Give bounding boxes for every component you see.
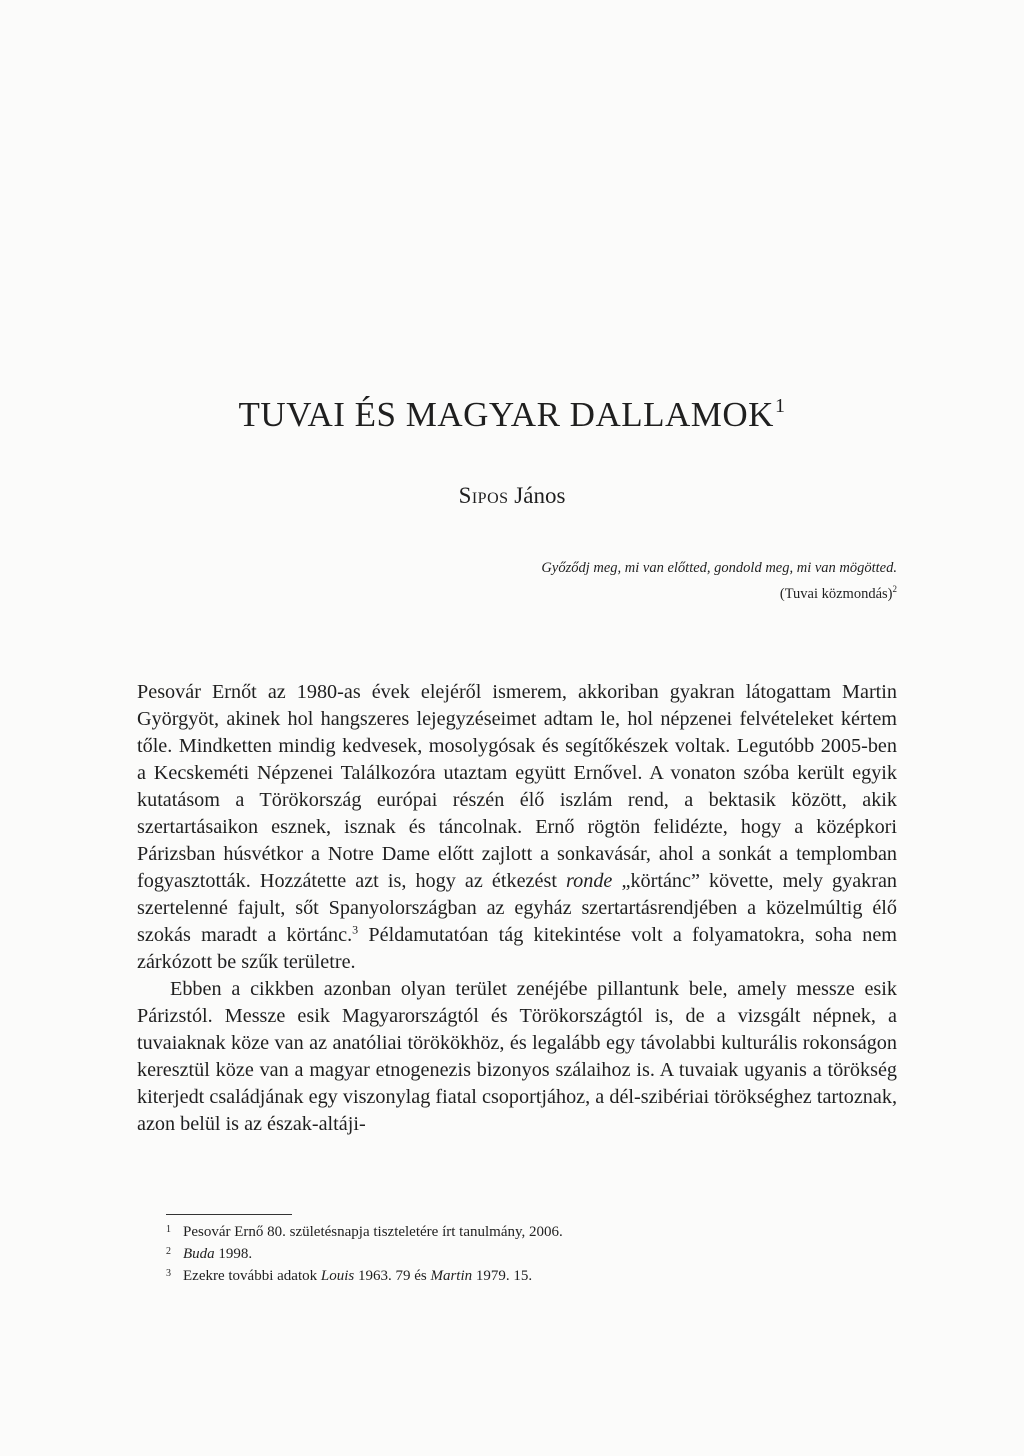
footnote-italic-1: Louis xyxy=(320,1268,355,1284)
footnote-text: 1998. xyxy=(218,1246,253,1262)
footnote-text-mid: 1963. 79 és xyxy=(357,1268,427,1284)
paragraph-1-part-a: Pesovár Ernőt az 1980-as évek elejéről ismerem, akkoriban gyakran látogattam Martin Györgyöt, akinek hol hangszeres lejegyzéseimet adtam le, hol népzenei felvételeket kértem tőle. Mindketten mindig kedvesek, mosolygósak és segítőkészek voltak. Legutóbb 2005-ben a Kecskeméti Népzenei Találkozóra utaztam együtt Ernővel. A vonaton szóba került egyik kutatásom a Törökország európai részén élő iszlám rend, a bektasik között, akik szertartásaikon esznek, isznak és táncolnak. Ernő rögtön felidézte, hogy a középkori Párizsban húsvétkor a Notre Dame előtt zajlott a sonkavásár, ahol a sonkát a templomban fogyasztották. Hozzátette azt is, hogy az étkezést xyxy=(137,681,897,892)
author-given-name: János xyxy=(514,483,566,508)
paragraph-1 xyxy=(137,679,897,976)
footnote-text-pre: Ezekre további adatok xyxy=(183,1268,318,1284)
footnote-2 xyxy=(166,1242,866,1264)
footnote-number: 3 xyxy=(166,1268,171,1279)
epigraph xyxy=(541,558,897,605)
footnote-ref-3: 3 xyxy=(352,922,359,937)
footnote-text-post: 1979. 15. xyxy=(475,1268,533,1284)
epigraph-source: (Tuvai közmondás) xyxy=(779,585,893,602)
article-title xyxy=(0,395,1024,435)
footnote-number: 1 xyxy=(166,1224,171,1235)
footnote-separator xyxy=(166,1214,292,1215)
paragraph-2: Ebben a cikkben azonban olyan terület zenéjébe pillantunk bele, amely messze esik Párizstól. Messze esik Magyarországtól és Törökországtól is, de a vizsgált népnek, a tuvaiaknak köze van az anatóliai törökökhöz, és legalább egy távolabbi kulturális rokonságon keresztül köze van a magyar etnogenezis bizonyos szálaihoz is. A tuvaiak ugyanis a törökség kiterjedt családjának egy viszonylag fiatal csoportjához, a dél-szibériai törökséghez tartoznak, azon belül is az észak-altáji- xyxy=(137,978,897,1135)
paragraph-1-part-b: „körtánc” követte, mely gyakran szertelenné fajult, sőt Spanyolországban az egyház szertartásrendjében a közelmúltig élő szokás maradt a körtánc. xyxy=(137,870,898,946)
footnote-number: 2 xyxy=(166,1246,171,1257)
footnote-italic: Buda xyxy=(183,1246,215,1262)
footnote-3 xyxy=(166,1264,866,1286)
author-surname: Sipos xyxy=(458,483,509,508)
paragraph-1-italic: ronde xyxy=(566,870,613,892)
footnote-text: Pesovár Ernő 80. születésnapja tiszteletére írt tanulmány, 2006. xyxy=(183,1224,563,1240)
title-footnote-mark: 1 xyxy=(774,395,786,417)
paragraph-1-part-c: Példamutatóan tág kitekintése volt a folyamatokra, soha nem zárkózott be szűk területre. xyxy=(137,924,897,973)
title-text: TUVAI ÉS MAGYAR DALLAMOK xyxy=(238,395,774,434)
epigraph-source-line xyxy=(541,579,897,605)
footnote-italic-2: Martin xyxy=(430,1268,473,1284)
author-line xyxy=(0,483,1024,509)
epigraph-footnote-mark: 2 xyxy=(892,584,897,594)
footnotes xyxy=(166,1220,866,1286)
footnote-1 xyxy=(166,1220,866,1242)
epigraph-quote: Győződj meg, mi van előtted, gondold meg, mi van mögötted. xyxy=(541,560,897,576)
body-text xyxy=(137,679,897,1138)
